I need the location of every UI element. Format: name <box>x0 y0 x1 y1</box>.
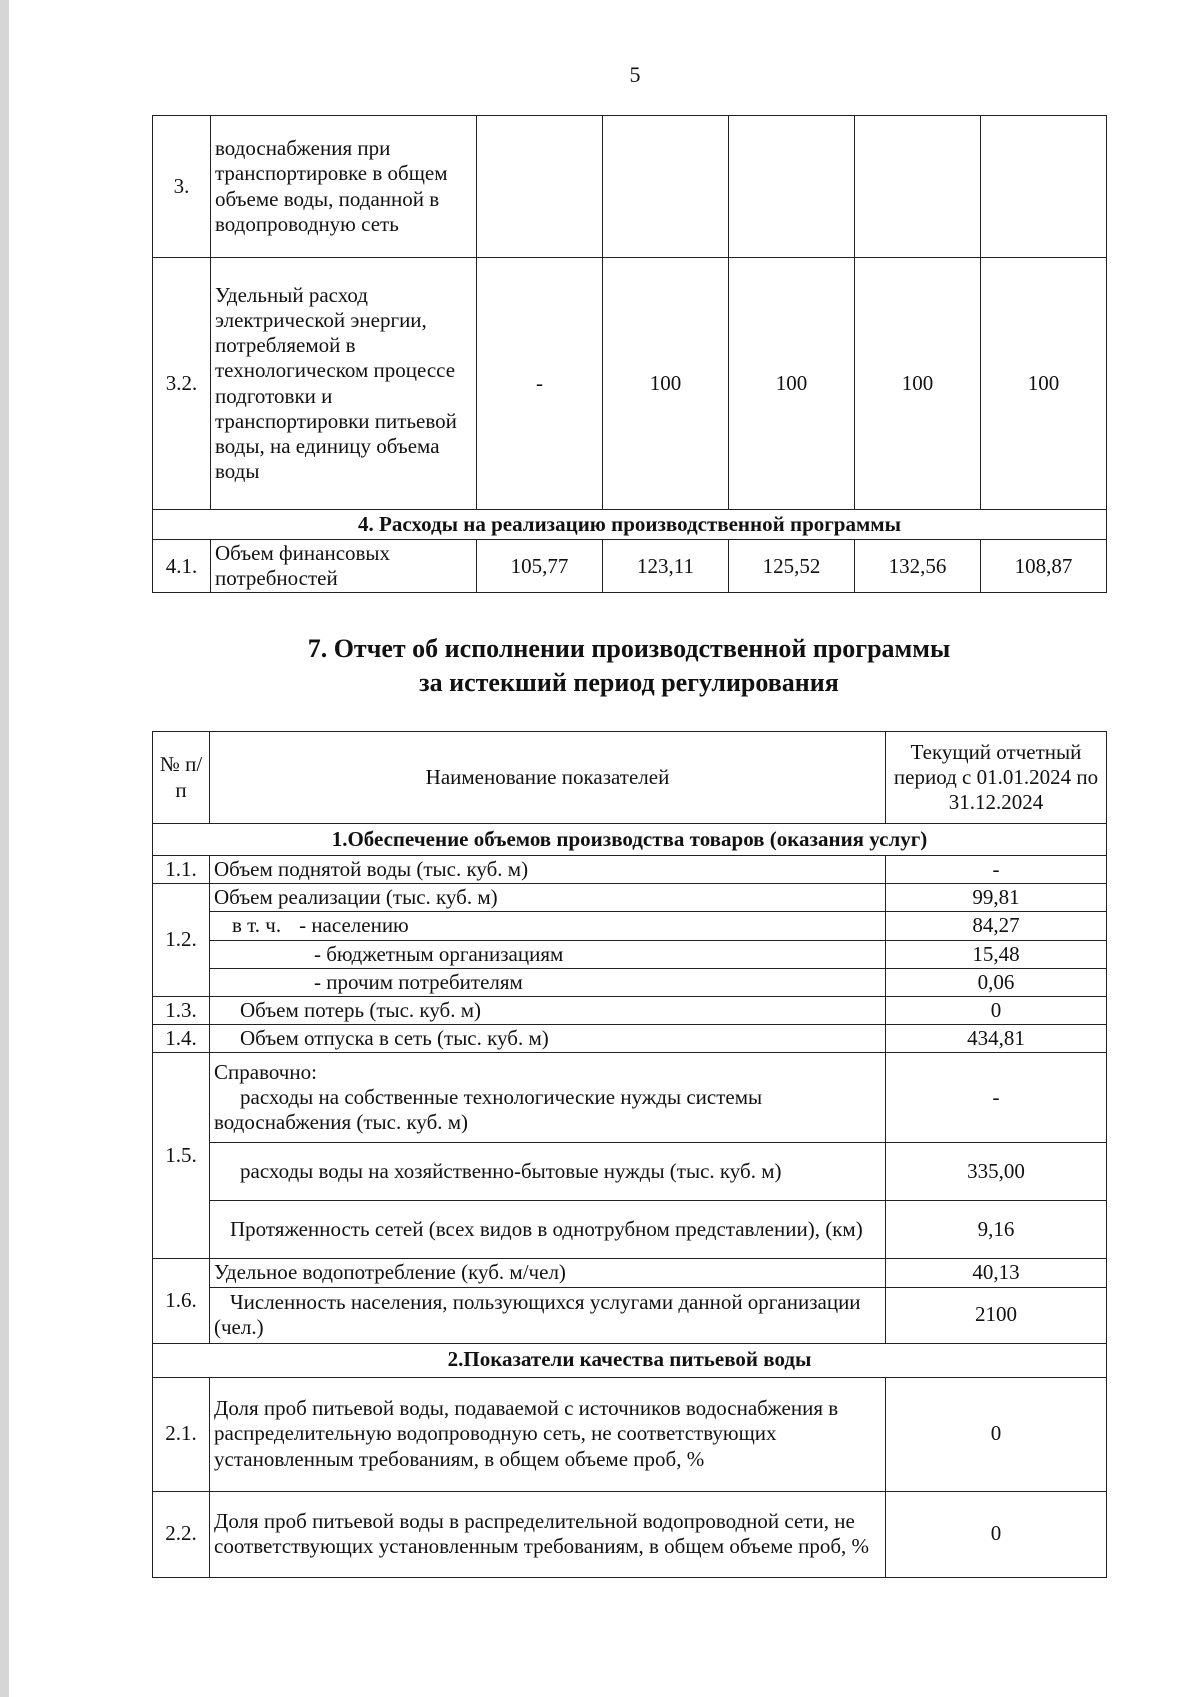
table-row <box>153 540 1107 593</box>
value-cell: 105,77 <box>477 540 603 593</box>
indicator-name <box>210 912 886 940</box>
section-row <box>153 510 1107 540</box>
table-row <box>153 1025 1107 1053</box>
indicator-name: - бюджетным организациям <box>210 940 886 968</box>
indicator-name: Объем отпуска в сеть (тыс. куб. м) <box>210 1025 886 1053</box>
value-cell: 84,27 <box>886 912 1107 940</box>
section-row <box>153 1343 1107 1377</box>
row-number: 1.3. <box>153 996 210 1024</box>
heading-line-2: за истекший период регулирования <box>419 667 839 697</box>
indicator-name: - прочим потребителям <box>210 968 886 996</box>
value-cell: 40,13 <box>886 1259 1107 1287</box>
scan-left-edge <box>0 0 9 1697</box>
row-number: 2.2. <box>153 1491 210 1577</box>
value-cell: 100 <box>855 258 981 510</box>
table-row <box>153 1491 1107 1577</box>
row-number: 4.1. <box>153 540 211 593</box>
section-title: 4. Расходы на реализацию производственной программы <box>153 510 1107 540</box>
table-row <box>153 1201 1107 1259</box>
heading-line-1: 7. Отчет об исполнении производственной программы <box>307 634 951 663</box>
table-row <box>153 258 1107 510</box>
table-row <box>153 912 1107 940</box>
value-cell: - <box>886 1053 1107 1143</box>
report-table <box>152 731 1107 1578</box>
targets-table-continuation <box>152 115 1107 593</box>
sub-label: расходы на собственные технологические нужды системы водоснабжения (тыс. куб. м) <box>214 1085 763 1135</box>
header-name: Наименование показателей <box>210 732 886 824</box>
table-row <box>153 996 1107 1024</box>
value-cell: 434,81 <box>886 1025 1107 1053</box>
table-row <box>153 1259 1107 1287</box>
table-row <box>153 856 1107 884</box>
row-number: 1.1. <box>153 856 210 884</box>
row-number: 1.5. <box>153 1053 210 1259</box>
table-row <box>153 1287 1107 1343</box>
table-row <box>153 1143 1107 1201</box>
indicator-name: Удельное водопотребление (куб. м/чел) <box>210 1259 886 1287</box>
section-title: 2.Показатели качества питьевой воды <box>153 1343 1107 1377</box>
indicator-name: расходы воды на хозяйственно-бытовые нужды (тыс. куб. м) <box>210 1143 886 1201</box>
table-row <box>153 1377 1107 1491</box>
table-header-row <box>153 732 1107 824</box>
sub-label: - населению <box>299 913 409 938</box>
row-number: 3. <box>153 116 211 258</box>
row-number: 1.2. <box>153 884 210 997</box>
indicator-name: водоснабжения при транспортировке в общем объеме воды, поданной в водопроводную сеть <box>211 116 477 258</box>
value-cell: 125,52 <box>729 540 855 593</box>
page-number: 5 <box>629 62 641 87</box>
table-row <box>153 1053 1107 1143</box>
value-cell: - <box>477 258 603 510</box>
value-cell: 15,48 <box>886 940 1107 968</box>
indicator-name: Численность населения, пользующихся услугами данной организации (чел.) <box>210 1287 886 1343</box>
section-row <box>153 824 1107 856</box>
header-num: № п/п <box>153 732 210 824</box>
prefix-label: в т. ч. <box>232 913 282 938</box>
indicator-name <box>210 1053 886 1143</box>
value-cell: 132,56 <box>855 540 981 593</box>
table-row <box>153 940 1107 968</box>
row-number: 2.1. <box>153 1377 210 1491</box>
indicator-name: Объем потерь (тыс. куб. м) <box>210 996 886 1024</box>
section-title: 1.Обеспечение объемов производства товаров (оказания услуг) <box>153 824 1107 856</box>
indicator-name: Удельный расход электрической энергии, потребляемой в технологическом процессе подготовки и транспортировки питьевой воды, на единицу объема воды <box>211 258 477 510</box>
table-row <box>153 968 1107 996</box>
value-cell: 0 <box>886 996 1107 1024</box>
value-cell: 0 <box>886 1377 1107 1491</box>
row-number: 3.2. <box>153 258 211 510</box>
value-cell: 99,81 <box>886 884 1107 912</box>
table-row <box>153 116 1107 258</box>
value-cell: 123,11 <box>603 540 729 593</box>
value-cell: 0,06 <box>886 968 1107 996</box>
indicator-name: Объем поднятой воды (тыс. куб. м) <box>210 856 886 884</box>
indicator-name: Объем финансовых потребностей <box>211 540 477 593</box>
row-number: 1.6. <box>153 1259 210 1343</box>
table-row <box>153 884 1107 912</box>
section-heading <box>152 632 1106 700</box>
value-cell: 100 <box>981 258 1107 510</box>
value-cell: 335,00 <box>886 1143 1107 1201</box>
indicator-name: Протяженность сетей (всех видов в однотрубном представлении), (км) <box>210 1201 886 1259</box>
indicator-name: Объем реализации (тыс. куб. м) <box>210 884 886 912</box>
value-cell: - <box>886 856 1107 884</box>
value-cell: 2100 <box>886 1287 1107 1343</box>
row-number: 1.4. <box>153 1025 210 1053</box>
indicator-name: Доля проб питьевой воды, подаваемой с источников водоснабжения в распределительную водопроводную сеть, не соответствующих установленным требованиям, в общем объеме проб, % <box>210 1377 886 1491</box>
value-cell: 9,16 <box>886 1201 1107 1259</box>
value-cell: 100 <box>729 258 855 510</box>
reference-label: Справочно: <box>214 1060 317 1085</box>
indicator-name: Доля проб питьевой воды в распределительной водопроводной сети, не соответствующих установленным требованиям, в общем объеме проб, % <box>210 1491 886 1577</box>
value-cell: 108,87 <box>981 540 1107 593</box>
header-period: Текущий отчетный период с 01.01.2024 по 31.12.2024 <box>886 732 1107 824</box>
value-cell: 0 <box>886 1491 1107 1577</box>
value-cell: 100 <box>603 258 729 510</box>
